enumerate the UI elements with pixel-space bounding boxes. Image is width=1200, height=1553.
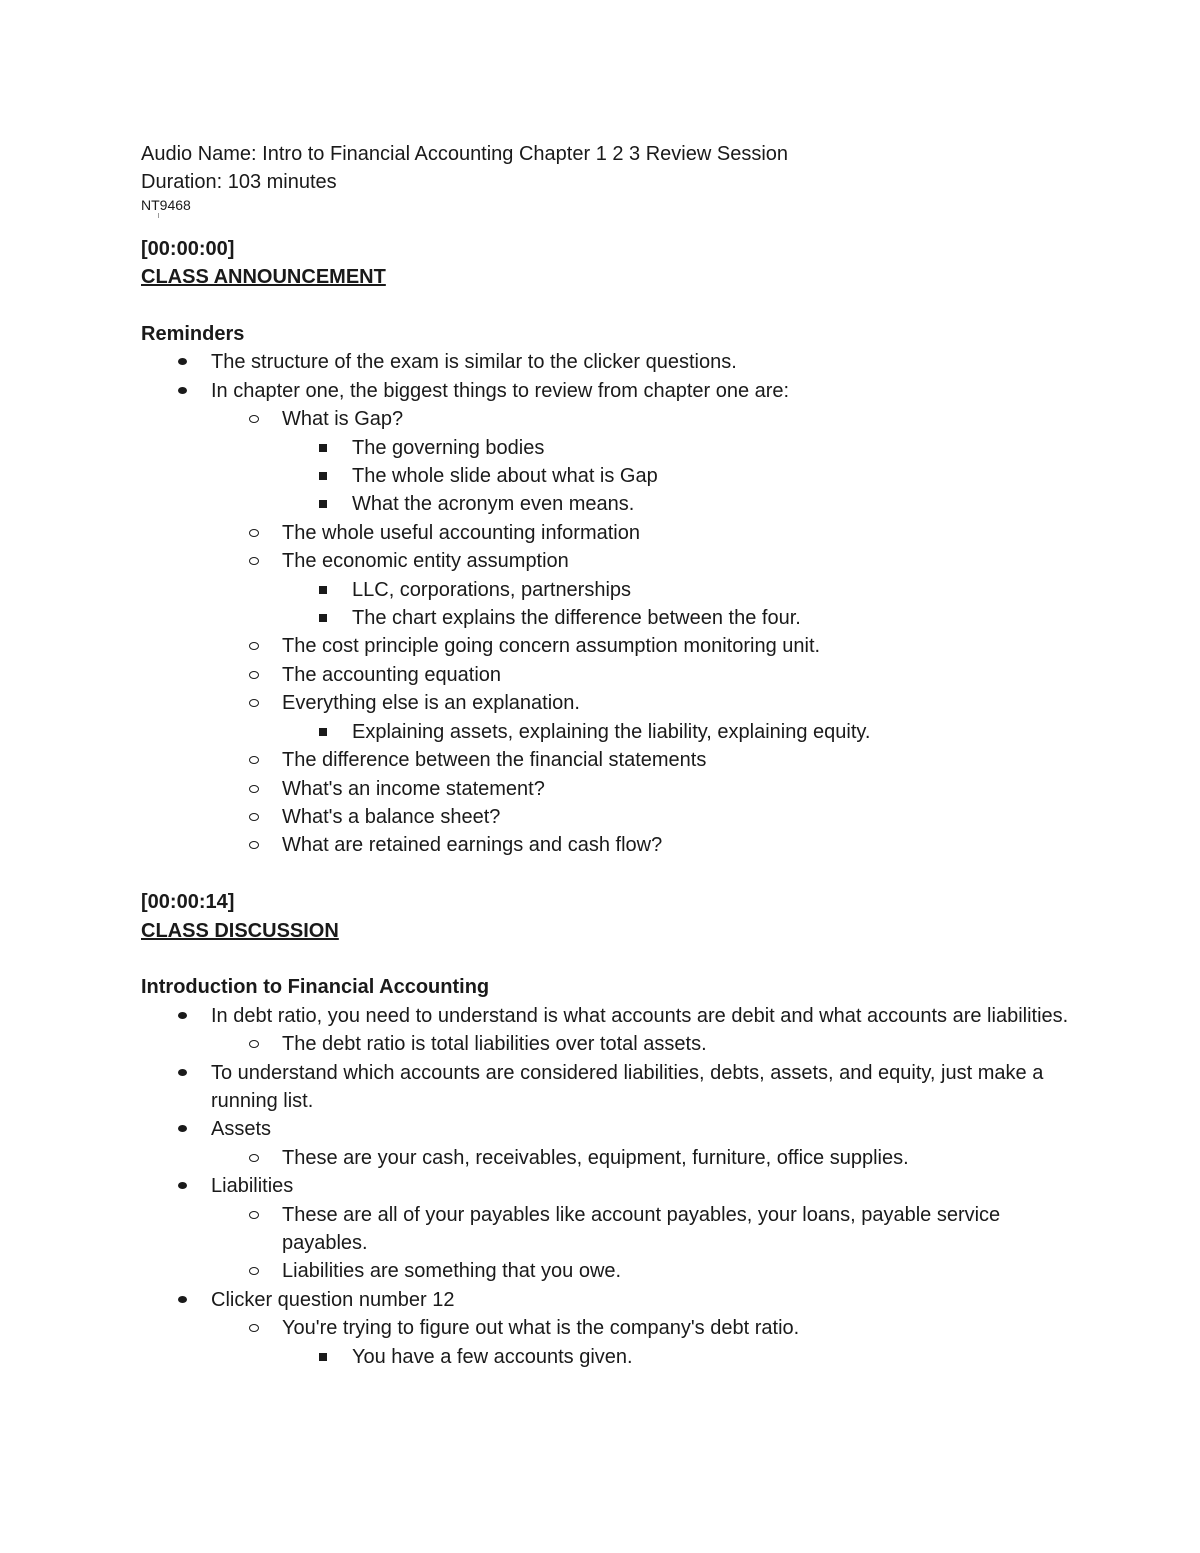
bullet-circle-icon bbox=[249, 699, 259, 707]
bullet-circle-icon bbox=[249, 415, 259, 423]
section1-heading: CLASS ANNOUNCEMENT bbox=[141, 266, 386, 289]
list-item-text: The chart explains the difference between the four. bbox=[352, 607, 801, 630]
list-item bbox=[141, 1059, 1071, 1116]
bullet-square-icon bbox=[319, 614, 327, 622]
list-item-text: What are retained earnings and cash flow? bbox=[282, 834, 663, 857]
list-item-text: Clicker question number 12 bbox=[211, 1288, 455, 1311]
bullet-square-icon bbox=[319, 444, 327, 452]
list-item bbox=[141, 604, 1071, 632]
cursor-mark bbox=[141, 213, 1071, 235]
list-item bbox=[141, 661, 1071, 689]
bullet-square-icon bbox=[319, 472, 327, 480]
list-item-text: Liabilities bbox=[211, 1175, 294, 1198]
list-item bbox=[141, 462, 1071, 490]
list-item bbox=[141, 746, 1071, 774]
list-item bbox=[141, 1144, 1071, 1172]
list-item bbox=[141, 348, 1071, 376]
list-item-text: The cost principle going concern assumption monitoring unit. bbox=[282, 635, 821, 658]
list-item-text: To understand which accounts are considered liabilities, debts, assets, and equity, just make a running list. bbox=[211, 1061, 1044, 1112]
list-item-text: The debt ratio is total liabilities over total assets. bbox=[282, 1033, 707, 1056]
list-item bbox=[141, 490, 1071, 518]
document-code: NT9468 bbox=[141, 196, 191, 213]
section1-subheading: Reminders bbox=[141, 323, 245, 346]
list-item-text: The structure of the exam is similar to the clicker questions. bbox=[211, 351, 737, 374]
bullet-circle-icon bbox=[249, 1211, 259, 1219]
bullet-disc-icon bbox=[178, 1125, 187, 1132]
list-item bbox=[141, 1343, 1071, 1371]
list-item bbox=[141, 1286, 1071, 1314]
bullet-circle-icon bbox=[249, 1040, 259, 1048]
list-item-text: What's a balance sheet? bbox=[282, 805, 501, 828]
bullet-square-icon bbox=[319, 586, 327, 594]
list-item-text: Everything else is an explanation. bbox=[282, 692, 580, 715]
list-item-text: The whole useful accounting information bbox=[282, 521, 640, 544]
list-item bbox=[141, 547, 1071, 575]
bullet-circle-icon bbox=[249, 785, 259, 793]
bullet-circle-icon bbox=[249, 1267, 259, 1275]
list-item bbox=[141, 632, 1071, 660]
list-item bbox=[141, 831, 1071, 859]
list-item bbox=[141, 1257, 1071, 1285]
list-item bbox=[141, 1002, 1071, 1030]
section2-subheading: Introduction to Financial Accounting bbox=[141, 976, 490, 999]
bullet-circle-icon bbox=[249, 642, 259, 650]
list-item-text: The accounting equation bbox=[282, 663, 502, 686]
list-item-text: You have a few accounts given. bbox=[352, 1345, 633, 1368]
list-item bbox=[141, 519, 1071, 547]
bullet-disc-icon bbox=[178, 1182, 187, 1189]
section2-heading: CLASS DISCUSSION bbox=[141, 919, 339, 942]
list-item-text: LLC, corporations, partnerships bbox=[352, 578, 632, 601]
list-item-text: Explaining assets, explaining the liability, explaining equity. bbox=[352, 720, 871, 743]
list-item-text: The difference between the financial statements bbox=[282, 749, 707, 772]
list-item-text: These are your cash, receivables, equipment, furniture, office supplies. bbox=[282, 1146, 909, 1169]
list-item bbox=[141, 775, 1071, 803]
bullet-disc-icon bbox=[178, 1069, 187, 1076]
list-item-text: Liabilities are something that you owe. bbox=[282, 1260, 622, 1283]
list-item bbox=[141, 434, 1071, 462]
list-item-text: Assets bbox=[211, 1118, 272, 1141]
audio-name: Audio Name: Intro to Financial Accounting Chapter 1 2 3 Review Session bbox=[141, 143, 789, 165]
bullet-square-icon bbox=[319, 728, 327, 736]
bullet-circle-icon bbox=[249, 756, 259, 764]
bullet-disc-icon bbox=[178, 1012, 187, 1019]
list-item bbox=[141, 1115, 1071, 1143]
list-item-text: In debt ratio, you need to understand is what accounts are debit and what accounts are liabilities. bbox=[211, 1004, 1069, 1027]
bullet-circle-icon bbox=[249, 813, 259, 821]
document-page bbox=[141, 140, 1071, 1371]
reminders-list bbox=[141, 348, 1071, 859]
list-item bbox=[141, 718, 1071, 746]
duration: Duration: 103 minutes bbox=[141, 171, 337, 194]
bullet-circle-icon bbox=[249, 529, 259, 537]
bullet-circle-icon bbox=[249, 671, 259, 679]
list-item bbox=[141, 1314, 1071, 1342]
bullet-disc-icon bbox=[178, 358, 187, 365]
list-item bbox=[141, 803, 1071, 831]
bullet-circle-icon bbox=[249, 557, 259, 565]
bullet-circle-icon bbox=[249, 841, 259, 849]
list-item-text: You're trying to figure out what is the company's debt ratio. bbox=[282, 1317, 800, 1340]
bullet-circle-icon bbox=[249, 1154, 259, 1162]
list-item-text: The governing bodies bbox=[352, 436, 545, 459]
list-item bbox=[141, 377, 1071, 405]
list-item bbox=[141, 576, 1071, 604]
bullet-disc-icon bbox=[178, 1296, 187, 1303]
list-item-text: What is Gap? bbox=[282, 408, 404, 431]
section1-timestamp: [00:00:00] bbox=[141, 237, 235, 260]
list-item-text: The economic entity assumption bbox=[282, 550, 569, 573]
bullet-circle-icon bbox=[249, 1324, 259, 1332]
bullet-disc-icon bbox=[178, 387, 187, 394]
list-item-text: What's an income statement? bbox=[282, 777, 545, 800]
list-item bbox=[141, 689, 1071, 717]
discussion-list bbox=[141, 1002, 1071, 1371]
list-item-text: In chapter one, the biggest things to review from chapter one are: bbox=[211, 379, 790, 402]
list-item-text: What the acronym even means. bbox=[352, 493, 635, 516]
list-item bbox=[141, 405, 1071, 433]
bullet-square-icon bbox=[319, 1353, 327, 1361]
list-item bbox=[141, 1030, 1071, 1058]
list-item-text: The whole slide about what is Gap bbox=[352, 465, 658, 488]
list-item-text: These are all of your payables like account payables, your loans, payable service payables. bbox=[282, 1203, 1001, 1254]
list-item bbox=[141, 1172, 1071, 1200]
bullet-square-icon bbox=[319, 500, 327, 508]
list-item bbox=[141, 1201, 1071, 1258]
section2-timestamp: [00:00:14] bbox=[141, 891, 235, 914]
